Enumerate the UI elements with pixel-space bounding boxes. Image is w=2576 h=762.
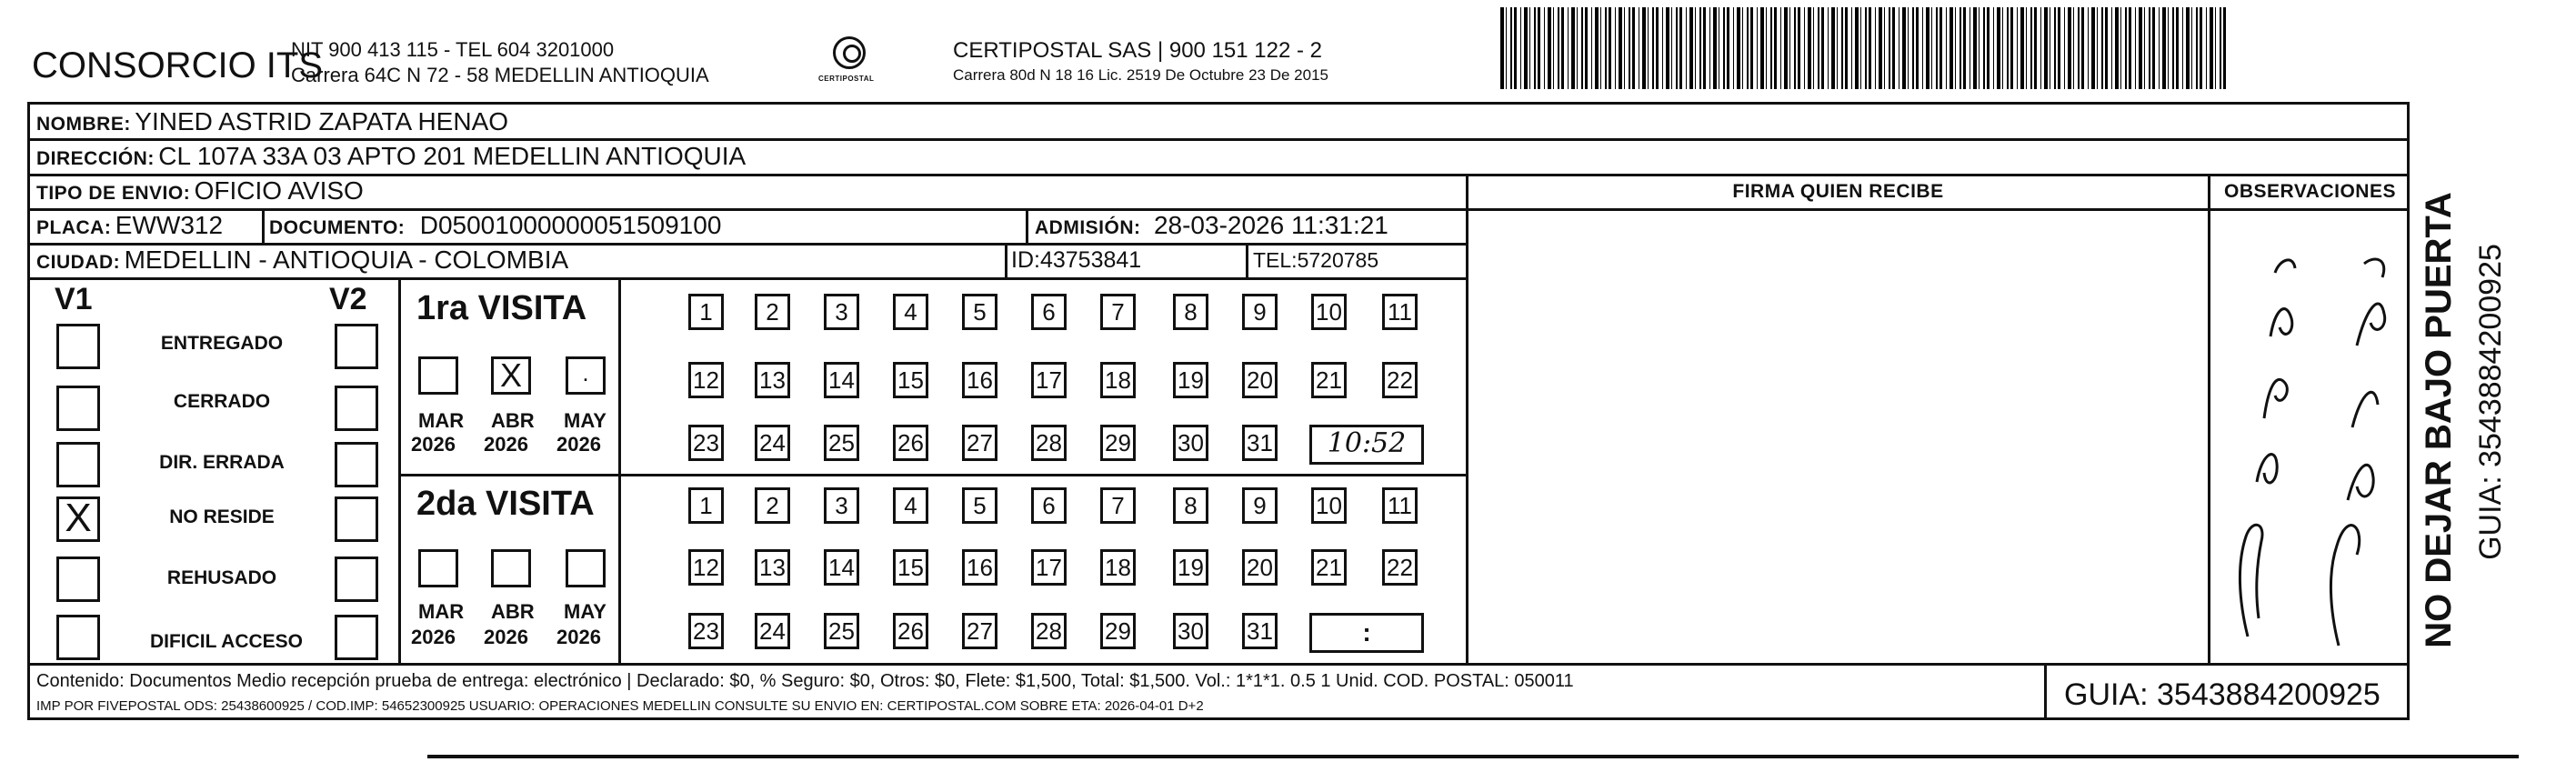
id-value: 43753841 [1039, 247, 1142, 273]
second-visit-day-29[interactable]: 29 [1100, 613, 1136, 649]
second-year-may-label: 2026 [556, 626, 601, 648]
first-visit-day-8[interactable]: 8 [1173, 294, 1208, 330]
barcode [1500, 7, 2228, 89]
second-visit-day-19[interactable]: 19 [1173, 549, 1208, 586]
nombre-label: NOMBRE: [36, 114, 131, 135]
second-visit-title: 2da VISITA [416, 485, 595, 523]
first-month-abr-box[interactable]: X [491, 356, 531, 395]
first-visit-day-24[interactable]: 24 [755, 425, 790, 461]
first-month-abr-label: ABR [491, 409, 535, 432]
first-visit-day-17[interactable]: 17 [1031, 362, 1067, 398]
admision-label: ADMISIÓN: [1035, 217, 1141, 238]
second-visit-day-1[interactable]: 1 [688, 487, 724, 524]
first-visit-day-26[interactable]: 26 [893, 425, 928, 461]
second-visit-day-21[interactable]: 21 [1311, 549, 1347, 586]
second-month-mar-label: MAR [418, 600, 465, 623]
observaciones-header: OBSERVACIONES [2224, 181, 2396, 202]
v1-dificil-acceso-checkbox[interactable] [56, 615, 100, 660]
second-visit-day-11[interactable]: 11 [1382, 487, 1418, 524]
nit-line: NIT 900 413 115 - TEL 604 3201000 [291, 38, 615, 61]
ciudad-label: CIUDAD: [36, 252, 121, 273]
carrier-address: Carrera 80d N 18 16 Lic. 2519 De Octubre 23 De 2015 [953, 66, 1328, 84]
v2-no-reside-checkbox[interactable] [335, 496, 378, 542]
tipo-label: TIPO DE ENVIO: [36, 183, 191, 204]
second-month-abr-box[interactable] [491, 549, 531, 587]
second-month-may-box[interactable] [566, 549, 606, 587]
first-visit-day-9[interactable]: 9 [1242, 294, 1278, 330]
ciudad-value: MEDELLIN - ANTIOQUIA - COLOMBIA [124, 246, 569, 274]
first-visit-day-11[interactable]: 11 [1382, 294, 1418, 330]
second-visit-day-17[interactable]: 17 [1031, 549, 1067, 586]
id-field [1011, 247, 1141, 274]
first-visit-day-28[interactable]: 28 [1031, 425, 1067, 461]
first-month-may-box[interactable]: . [566, 356, 606, 395]
first-visit-day-22[interactable]: 22 [1382, 362, 1418, 398]
first-visit-day-19[interactable]: 19 [1173, 362, 1208, 398]
first-year-abr-label: 2026 [484, 433, 528, 456]
second-month-mar-box[interactable] [418, 549, 458, 587]
first-visit-day-15[interactable]: 15 [893, 362, 928, 398]
v2-entregado-checkbox[interactable] [335, 324, 378, 369]
first-visit-day-21[interactable]: 21 [1311, 362, 1347, 398]
second-year-mar-label: 2026 [411, 626, 456, 648]
first-visit-day-14[interactable]: 14 [824, 362, 859, 398]
first-visit-day-4[interactable]: 4 [893, 294, 928, 330]
first-year-mar-label: 2026 [411, 433, 456, 456]
documento-label: DOCUMENTO: [269, 217, 406, 238]
handwritten-signature [2211, 236, 2408, 655]
second-visit-day-31[interactable]: 31 [1242, 613, 1278, 649]
v1-entregado-checkbox[interactable] [56, 324, 100, 369]
footer-print-info: IMP POR FIVEPOSTAL ODS: 25438600925 / COD.IMP: 54652300925 USUARIO: OPERACIONES MEDELLIN CONSULTE SU ENVIO EN: CERTIPOSTAL.COM SOBRE ETA: 2026-04-01 D+2 [36, 698, 1204, 714]
second-visit-day-25[interactable]: 25 [824, 613, 859, 649]
second-visit-day-10[interactable]: 10 [1311, 487, 1347, 524]
nombre-value: YINED ASTRID ZAPATA HENAO [135, 107, 509, 135]
documento-field [269, 211, 721, 240]
status-entregado: ENTREGADO [160, 333, 284, 354]
second-visit-day-4[interactable]: 4 [893, 487, 928, 524]
side-guia: GUIA: 3543884200925 [2473, 244, 2508, 560]
second-visit-day-18[interactable]: 18 [1100, 549, 1136, 586]
second-month-abr-label: ABR [491, 600, 535, 623]
first-visit-day-5[interactable]: 5 [962, 294, 997, 330]
second-month-may-label: MAY [564, 600, 606, 623]
first-visit-day-25[interactable]: 25 [824, 425, 859, 461]
second-visit-day-9[interactable]: 9 [1242, 487, 1278, 524]
second-visit-time[interactable]: : [1309, 613, 1424, 653]
second-visit-day-5[interactable]: 5 [962, 487, 997, 524]
company-name: CONSORCIO ITS [32, 45, 324, 85]
logo-text: CERTIPOSTAL [818, 75, 875, 83]
second-visit-day-8[interactable]: 8 [1173, 487, 1208, 524]
second-visit-day-23[interactable]: 23 [688, 613, 724, 649]
first-visit-day-16[interactable]: 16 [962, 362, 997, 398]
first-visit-day-3[interactable]: 3 [824, 294, 859, 330]
first-visit-day-7[interactable]: 7 [1100, 294, 1136, 330]
status-no-reside: NO RESIDE [169, 506, 275, 527]
second-visit-day-26[interactable]: 26 [893, 613, 928, 649]
second-visit-day-28[interactable]: 28 [1031, 613, 1067, 649]
footer-guia: GUIA: 3543884200925 [2064, 677, 2381, 712]
first-visit-day-18[interactable]: 18 [1100, 362, 1136, 398]
documento-value: D05001000000051509100 [419, 211, 722, 239]
first-visit-day-6[interactable]: 6 [1031, 294, 1067, 330]
first-visit-day-2[interactable]: 2 [755, 294, 790, 330]
first-visit-day-1[interactable]: 1 [688, 294, 724, 330]
v1-cerrado-checkbox[interactable] [56, 386, 100, 431]
admision-value: 28-03-2026 11:31:21 [1153, 211, 1388, 239]
second-visit-day-27[interactable]: 27 [962, 613, 997, 649]
v2-header: V2 [329, 282, 367, 316]
placa-field [36, 211, 223, 240]
second-visit-day-22[interactable]: 22 [1382, 549, 1418, 586]
second-visit-day-2[interactable]: 2 [755, 487, 790, 524]
second-year-abr-label: 2026 [484, 626, 528, 648]
v1-dir-errada-checkbox[interactable] [56, 442, 100, 487]
second-visit-day-6[interactable]: 6 [1031, 487, 1067, 524]
second-visit-day-30[interactable]: 30 [1173, 613, 1208, 649]
first-month-mar-box[interactable] [418, 356, 458, 395]
v2-rehusado-checkbox[interactable] [335, 556, 378, 602]
firma-header: FIRMA QUIEN RECIBE [1732, 181, 1944, 202]
side-warning: NO DEJAR BAJO PUERTA [2419, 192, 2459, 648]
second-visit-day-14[interactable]: 14 [824, 549, 859, 586]
carrier-logo-icon [833, 36, 866, 69]
v1-no-reside-checkbox[interactable]: X [56, 496, 100, 542]
tipo-value: OFICIO AVISO [194, 176, 364, 205]
first-visit-day-30[interactable]: 30 [1173, 425, 1208, 461]
status-dificil-acceso: DIFICIL ACCESO [149, 631, 303, 652]
v2-dificil-acceso-checkbox[interactable] [335, 615, 378, 660]
first-visit-day-23[interactable]: 23 [688, 425, 724, 461]
direccion-label: DIRECCIÓN: [36, 148, 155, 169]
placa-label: PLACA: [36, 217, 112, 238]
footer-contents: Contenido: Documentos Medio recepción prueba de entrega: electrónico | Declarado: $0, % Seguro: $0, Otros: $0, Flete: $1,500, Total: $1,500. Vol.: 1*1*1. 0.5 1 Unid. COD. POSTAL: 050011 [36, 671, 1574, 691]
first-visit-day-27[interactable]: 27 [962, 425, 997, 461]
second-visit-day-13[interactable]: 13 [755, 549, 790, 586]
second-visit-day-3[interactable]: 3 [824, 487, 859, 524]
tipo-row [36, 176, 364, 206]
first-month-may-label: MAY [564, 409, 606, 432]
status-dir-errada: DIR. ERRADA [159, 452, 285, 473]
first-visit-day-12[interactable]: 12 [688, 362, 724, 398]
carrier-line: CERTIPOSTAL SAS | 900 151 122 - 2 [953, 38, 1322, 63]
ciudad-field [36, 246, 568, 275]
tel-field [1253, 248, 1378, 273]
first-visit-day-13[interactable]: 13 [755, 362, 790, 398]
second-visit-day-12[interactable]: 12 [688, 549, 724, 586]
admision-field [1035, 211, 1388, 240]
v2-dir-errada-checkbox[interactable] [335, 442, 378, 487]
tel-label: TEL: [1253, 248, 1298, 272]
first-visit-title: 1ra VISITA [416, 289, 587, 327]
v1-header: V1 [55, 282, 93, 316]
direccion-row [36, 142, 746, 171]
tel-value: 5720785 [1297, 248, 1379, 272]
first-year-may-label: 2026 [556, 433, 601, 456]
second-visit-day-20[interactable]: 20 [1242, 549, 1278, 586]
first-visit-day-10[interactable]: 10 [1311, 294, 1347, 330]
second-visit-day-24[interactable]: 24 [755, 613, 790, 649]
second-visit-day-16[interactable]: 16 [962, 549, 997, 586]
v2-cerrado-checkbox[interactable] [335, 386, 378, 431]
first-visit-day-31[interactable]: 31 [1242, 425, 1278, 461]
v1-rehusado-checkbox[interactable] [56, 556, 100, 602]
first-visit-day-20[interactable]: 20 [1242, 362, 1278, 398]
first-visit-time[interactable]: 10:52 [1309, 425, 1424, 465]
first-visit-day-29[interactable]: 29 [1100, 425, 1136, 461]
status-rehusado: REHUSADO [166, 567, 277, 588]
second-visit-day-15[interactable]: 15 [893, 549, 928, 586]
direccion-value: CL 107A 33A 03 APTO 201 MEDELLIN ANTIOQUIA [158, 142, 747, 170]
second-visit-day-7[interactable]: 7 [1100, 487, 1136, 524]
placa-value: EWW312 [115, 211, 224, 239]
company-address: Carrera 64C N 72 - 58 MEDELLIN ANTIOQUIA [291, 64, 709, 86]
id-label: ID: [1011, 247, 1040, 273]
nombre-row [36, 107, 508, 136]
status-cerrado: CERRADO [173, 391, 271, 412]
first-month-mar-label: MAR [418, 409, 465, 432]
